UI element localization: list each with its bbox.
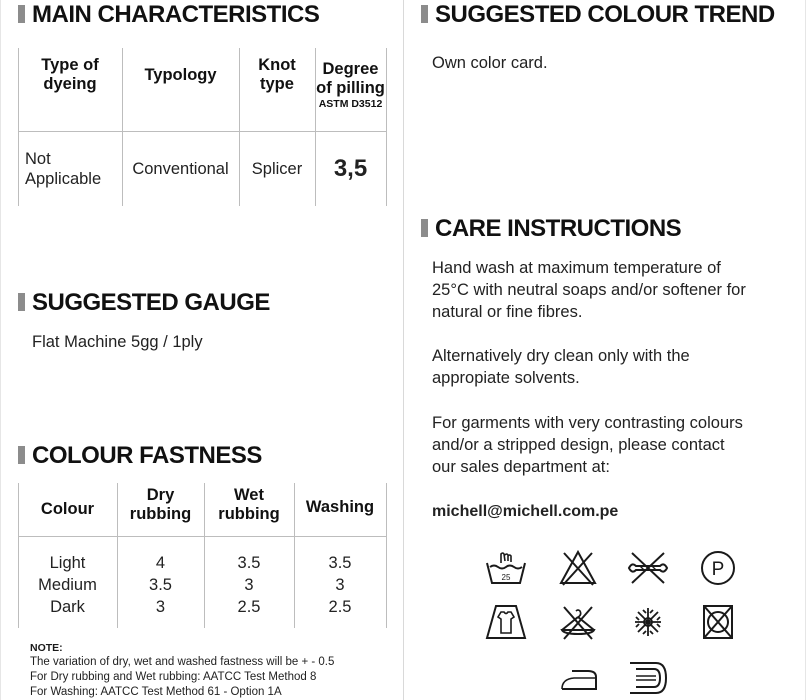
dry-clean-p-glyph: [696, 549, 740, 587]
colour-fastness-title: COLOUR FASTNESS: [18, 442, 262, 470]
iron-low-glyph: [556, 659, 600, 697]
care-paragraph-3: For garments with very contrasting colours and/or a stripped design, please contact our sales department at:: [432, 414, 743, 476]
do-not-wring-glyph: [626, 549, 670, 587]
fastness-row-washing: 2.5: [328, 598, 352, 616]
dry-clean-gentle-glyph: [626, 659, 670, 697]
header-wet-rubbing: Wet rubbing: [218, 486, 280, 523]
sales-email[interactable]: michell@michell.com.pe: [432, 503, 619, 520]
care-paragraph-1: Hand wash at maximum temperature of 25°C with neutral soaps and/or softener for natural or fine fibres.: [432, 259, 746, 321]
value-degree-of-pilling: 3,5: [333, 155, 368, 182]
do-not-tumble-dry-icon: [626, 603, 670, 641]
hand-wash-icon: [484, 549, 528, 587]
colour-fastness-table: [18, 483, 387, 628]
dry-clean-p-icon: [696, 549, 740, 587]
iron-low-icon: [556, 659, 600, 697]
main-characteristics-table: [18, 48, 387, 206]
dry-flat-icon: [484, 603, 528, 641]
column-divider: [403, 0, 404, 700]
do-not-hang-dry-glyph: [556, 603, 600, 641]
section-marker: [18, 5, 25, 23]
dry-flat-glyph: [484, 603, 528, 641]
do-not-wring-icon: [626, 549, 670, 587]
do-not-machine-dry-icon: [696, 603, 740, 641]
fastness-row-washing: 3: [335, 576, 345, 594]
note-title: NOTE:: [30, 642, 63, 654]
header-dry-rubbing: Dry rubbing: [129, 486, 192, 523]
fastness-row-colour: Medium: [38, 576, 97, 594]
care-paragraph-2: Alternatively dry clean only with the appropiate solvents.: [432, 347, 690, 387]
header-degree-of-pilling: Degree of pilling ASTM D3512: [316, 59, 385, 110]
do-not-hang-dry-icon: [556, 603, 600, 641]
value-knot-type: Splicer: [251, 160, 303, 178]
fastness-row-wet: 2.5: [237, 598, 261, 616]
care-instructions-title: CARE INSTRUCTIONS: [421, 215, 681, 243]
header-typology: Typology: [144, 65, 217, 84]
value-typology: Conventional: [132, 160, 229, 178]
fastness-row-dry: 3: [155, 598, 166, 616]
gauge-text: Flat Machine 5gg / 1ply: [32, 333, 203, 351]
header-colour: Colour: [40, 499, 95, 518]
section-marker: [18, 446, 25, 464]
fastness-row-dry: 4: [155, 554, 166, 572]
table-line: [18, 536, 387, 537]
do-not-machine-dry-glyph: [696, 603, 740, 641]
dry-clean-gentle-icon: [626, 659, 670, 697]
fastness-row-washing: 3.5: [328, 554, 352, 572]
suggested-gauge-title: SUGGESTED GAUGE: [18, 289, 270, 317]
table-line: [386, 483, 387, 628]
page-edge-left: [0, 0, 1, 700]
section-marker: [18, 293, 25, 311]
hand-wash-temperature: 25: [501, 573, 511, 582]
note-line: The variation of dry, wet and washed fastness will be + - 0.5: [30, 656, 335, 668]
section-marker: [421, 5, 428, 23]
fastness-row-wet: 3.5: [237, 554, 261, 572]
fastness-row-colour: Light: [49, 554, 86, 572]
dry-clean-letter: P: [711, 559, 725, 580]
hand-wash-glyph: [484, 549, 528, 587]
main-characteristics-title: MAIN CHARACTERISTICS: [18, 1, 319, 29]
fastness-row-wet: 3: [244, 576, 254, 594]
note-line: For Dry rubbing and Wet rubbing: AATCC Test Method 8: [30, 671, 317, 683]
do-not-bleach-icon: [556, 549, 600, 587]
section-marker: [421, 219, 428, 237]
do-not-bleach-glyph: [556, 549, 600, 587]
table-line: [386, 48, 387, 206]
note-line: For Washing: AATCC Test Method 61 - Option 1A: [30, 686, 282, 698]
header-type-of-dyeing: Type of dyeing: [41, 56, 99, 93]
colour-trend-text: Own color card.: [432, 54, 548, 72]
do-not-tumble-dry-glyph: [626, 603, 670, 641]
fastness-row-dry: 3.5: [149, 576, 172, 594]
header-knot-type: Knot type: [258, 56, 296, 93]
header-washing: Washing: [305, 497, 375, 516]
table-line: [18, 131, 387, 132]
fastness-row-colour: Dark: [50, 598, 85, 616]
suggested-colour-trend-title: SUGGESTED COLOUR TREND: [421, 1, 775, 29]
value-type-of-dyeing: Not Applicable: [25, 150, 102, 188]
